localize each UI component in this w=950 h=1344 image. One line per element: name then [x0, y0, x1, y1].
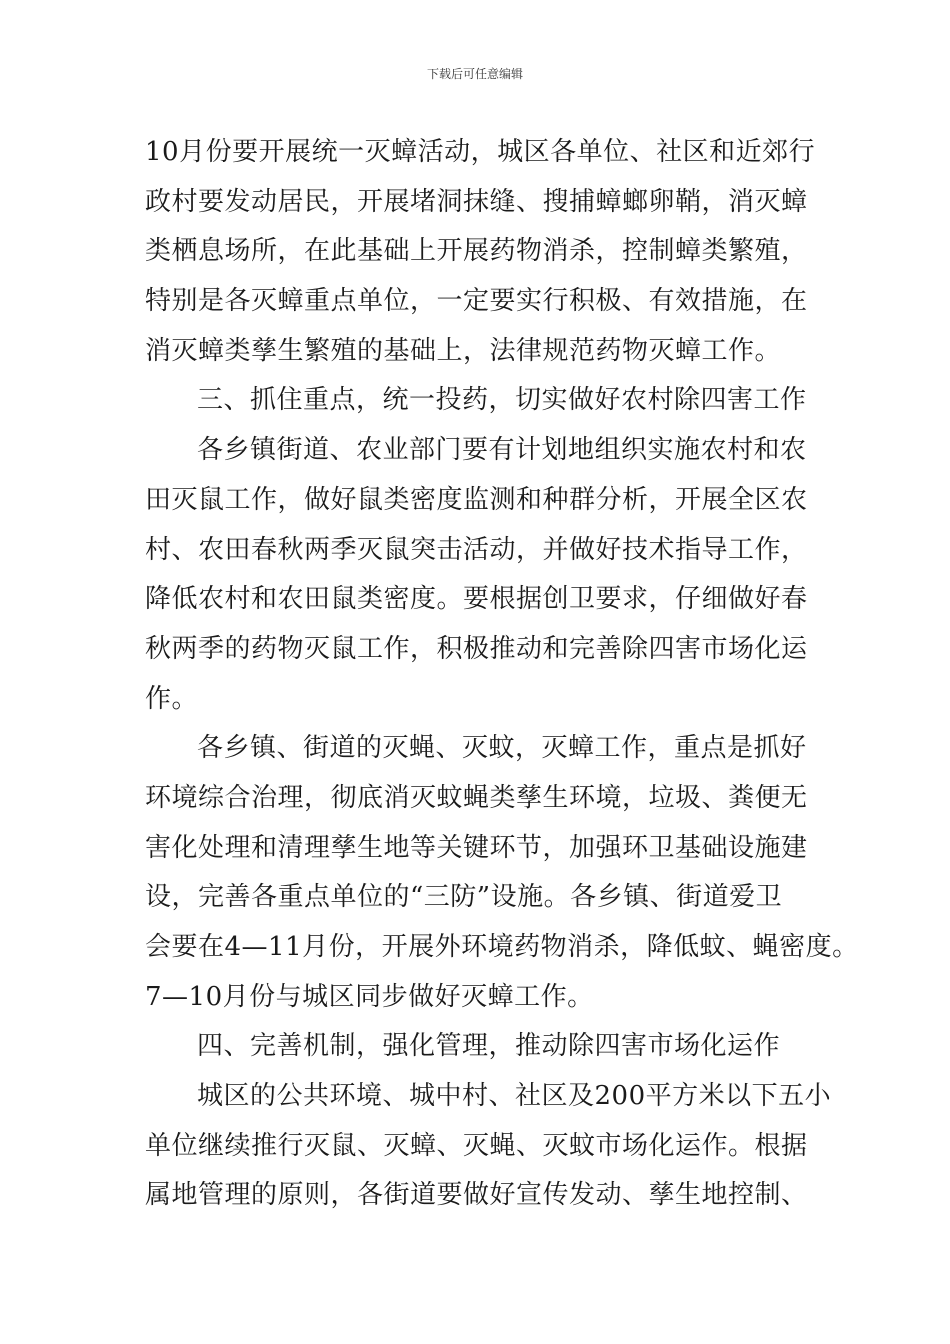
- text-line: 消灭蟑类孳生繁殖的基础上，法律规范药物灭蟑工作。: [145, 335, 782, 366]
- text-line: 会要在4—11月份，开展外环境药物消杀，降低蚊、蝇密度。: [145, 932, 859, 962]
- text-line: 环境综合治理，彻底消灭蚊蝇类孳生环境，垃圾、粪便无: [145, 782, 808, 813]
- text-line: 村、农田春秋两季灭鼠突击活动，并做好技术指导工作，: [145, 534, 808, 565]
- document-body: [145, 128, 859, 1221]
- text-line: 7—10月份与城区同步做好灭蟑工作。: [145, 981, 594, 1012]
- text-line: 政村要发动居民，开展堵洞抹缝、搜捕蟑螂卵鞘，消灭蟑: [145, 186, 808, 217]
- text-line: 三、抓住重点，统一投药，切实做好农村除四害工作: [197, 385, 807, 416]
- text-line: 害化处理和清理孳生地等关键环节，加强环卫基础设施建: [145, 832, 808, 863]
- text-line: 城区的公共环境、城中村、社区及200平方米以下五小: [197, 1081, 832, 1112]
- text-line: 田灭鼠工作，做好鼠类密度监测和种群分析，开展全区农: [145, 484, 808, 515]
- text-line: 特别是各灭蟑重点单位，一定要实行积极、有效措施，在: [145, 286, 808, 317]
- text-line: 设，完善各重点单位的“三防”设施。各乡镇、街道爱卫: [145, 882, 783, 913]
- text-line: 秋两季的药物灭鼠工作，积极推动和完善除四害市场化运: [145, 633, 808, 664]
- text-line: 作。: [145, 683, 199, 714]
- text-line: 各乡镇街道、农业部门要有计划地组织实施农村和农: [197, 435, 807, 466]
- page-header: 下载后可任意编辑: [426, 67, 523, 81]
- text-line: 单位继续推行灭鼠、灭蟑、灭蝇、灭蚊市场化运作。根据: [145, 1130, 808, 1161]
- text-line: 四、完善机制，强化管理，推动除四害市场化运作: [197, 1031, 781, 1062]
- text-line: 类栖息场所，在此基础上开展药物消杀，控制蟑类繁殖，: [145, 236, 808, 267]
- text-line: 10月份要开展统一灭蟑活动，城区各单位、社区和近郊行: [145, 137, 816, 167]
- text-line: 各乡镇、街道的灭蝇、灭蚊，灭蟑工作，重点是抓好: [197, 733, 807, 764]
- text-line: 降低农村和农田鼠类密度。要根据创卫要求，仔细做好春: [145, 584, 808, 615]
- text-line: 属地管理的原则，各街道要做好宣传发动、孳生地控制、: [145, 1180, 808, 1211]
